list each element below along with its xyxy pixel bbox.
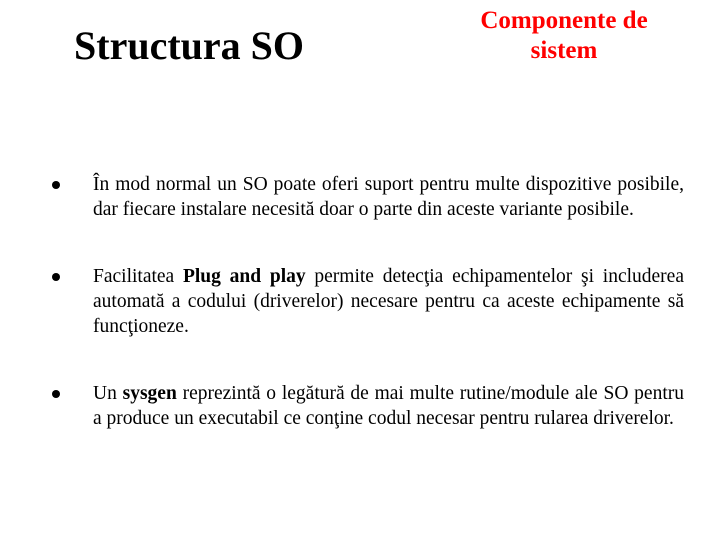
bullet-text-part: Un [93, 383, 123, 404]
bullet-dot-icon [52, 181, 60, 189]
slide-title: Structura SO [74, 23, 304, 68]
bullet-text-part: În mod normal un SO poate oferi suport pentru multe dispozitive posibile, dar fiecare instalare necesită doar o parte din aceste variante posibile. [93, 174, 684, 220]
slide-subtitle: Componente de sistem [480, 7, 648, 64]
bullet-emphasis-sysgen: sysgen [122, 383, 177, 404]
bullet-emphasis-plug-and-play: Plug and play [182, 266, 306, 287]
bullet-dot-icon [52, 390, 60, 398]
bullet-dot-icon [52, 273, 60, 281]
bullet-item [52, 381, 684, 431]
bullet-text [93, 266, 684, 337]
bullet-text [93, 383, 684, 429]
bullet-item [52, 264, 684, 339]
bullet-list [52, 172, 684, 473]
bullet-text-part: Facilitatea [93, 266, 183, 287]
bullet-text [93, 174, 684, 220]
bullet-text-part: permite detecţia echipamentelor şi includerea automată a codului (driverelor) necesare pentru ca aceste echipamente să funcţioneze. [93, 266, 684, 337]
bullet-text-part: reprezintă o legătură de mai multe rutine/module ale SO pentru a produce un executabil ce conţine codul necesar pentru rularea driverelor. [93, 383, 685, 429]
bullet-item [52, 172, 684, 222]
